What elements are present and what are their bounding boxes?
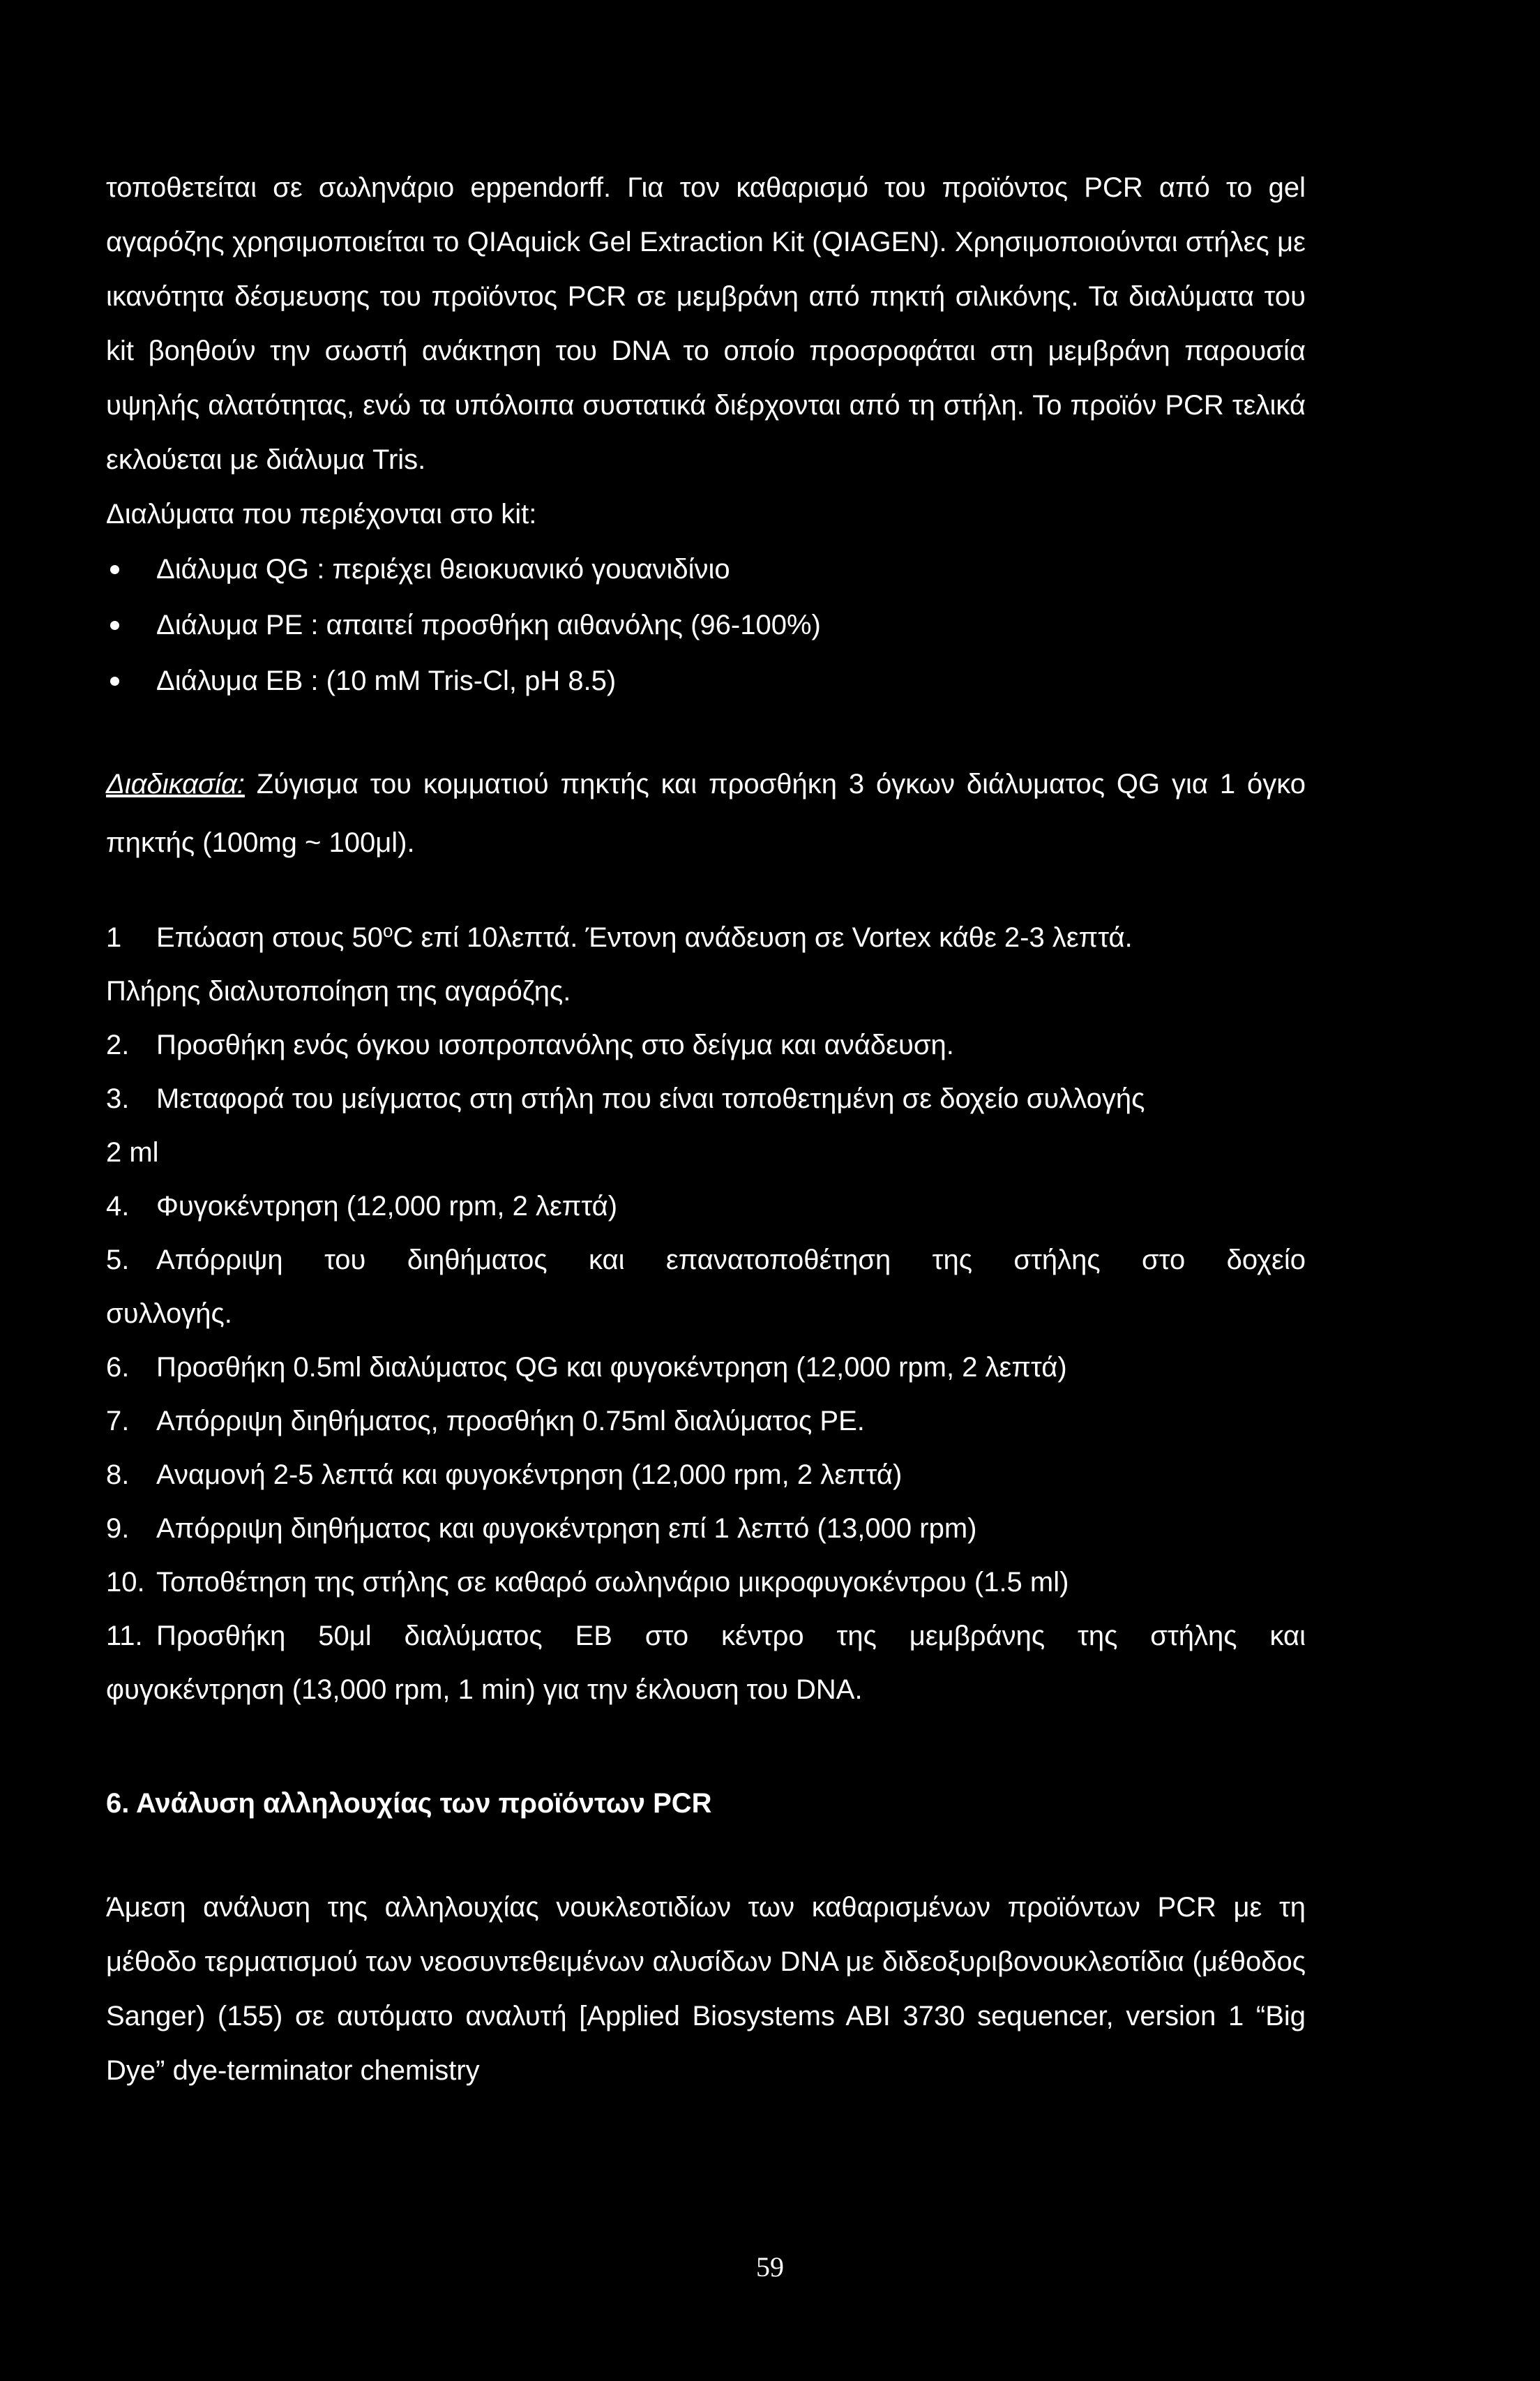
step-text: Φυγοκέντρηση (12,000 rpm, 2 λεπτά)	[156, 1191, 618, 1222]
intro-paragraph: τοποθετείται σε σωληνάριο eppendorff. Για τον καθαρισμό του προϊόντος PCR από το gel αγαρόζης χρησιμοποιείται το QIAquick Gel Extraction Kit (QIAGEN). Χρησιμοποιούνται στήλες με ικανότητα δέσμευσης του προϊόντος PCR σε μεμβράνη από πηκτή σιλικόνης. Τα διαλύματα του kit βοηθούν την σωστή ανάκτηση του DNA το οποίο προσροφάται στη μεμβράνη παρουσία υψηλής αλατότητας, ενώ τα υπόλοιπα συστατικά διέρχονται από τη στήλη. Το προϊόν PCR τελικά εκλούεται με διάλυμα Tris.	[106, 172, 1306, 475]
step-1-continuation: Πλήρης διαλυτοποίηση της αγαρόζης.	[106, 976, 571, 1007]
step-number: 10.	[106, 1567, 145, 1598]
step-text: Απόρριψη διηθήματος και φυγοκέντρηση επί 1 λεπτό (13,000 rpm)	[156, 1513, 977, 1544]
procedure-text: Ζύγισμα του κομματιού πηκτής και προσθήκη 3 όγκων διάλυματος QG για 1 όγκο πηκτής (100mg ~ 100μl).	[106, 769, 1306, 858]
step-1	[106, 911, 1306, 965]
bullet-icon	[110, 565, 119, 574]
step-number: 3.	[106, 1083, 130, 1114]
step-number: 9.	[106, 1513, 130, 1544]
step-number: 7.	[106, 1406, 130, 1436]
step-number: 11.	[106, 1621, 143, 1651]
list-item-text: Διάλυμα QG : περιέχει θειοκυανικό γουανιδίνιο	[156, 554, 730, 585]
step-text: Τοποθέτηση της στήλης σε καθαρό σωληνάριο μικροφυγοκέντρου (1.5 ml)	[156, 1567, 1069, 1598]
step-text: Απόρριψη του διηθήματος και επανατοποθέτηση της στήλης στο δοχείο	[156, 1245, 1306, 1275]
page-content	[106, 160, 1306, 2098]
page-number: 59	[756, 2251, 784, 2283]
step-text: Προσθήκη 0.5ml διαλύματος QG και φυγοκέντρηση (12,000 rpm, 2 λεπτά)	[156, 1352, 1067, 1383]
list-item-text: Διάλυμα PE : απαιτεί προσθήκη αιθανόλης (96-100%)	[156, 610, 821, 640]
final-paragraph: Άμεση ανάλυση της αλληλουχίας νουκλεοτιδίων των καθαρισμένων προϊόντων PCR με τη μέθοδο τερματισμού των νεοσυντεθειμένων αλυσίδων DNA με διδεοξυριβονουκλεοτίδια (μέθοδος Sanger) (155) σε αυτόματο αναλυτή [Applied Biosystems ABI 3730 sequencer, version 1 “Big Dye” dye-terminator chemistry	[106, 1892, 1306, 2086]
procedure-paragraph	[106, 755, 1306, 872]
step-number: 8.	[106, 1459, 130, 1490]
step-7	[106, 1395, 1306, 1448]
step-11	[106, 1609, 1306, 1663]
bullet-icon	[110, 621, 119, 630]
bullet-icon	[110, 677, 119, 686]
list-item	[106, 597, 1306, 653]
step-10	[106, 1556, 1306, 1609]
step-text: Επώαση στους 50	[156, 922, 384, 953]
step-text: Απόρριψη διηθήματος, προσθήκη 0.75ml διαλύματος PE.	[156, 1406, 865, 1436]
kit-solutions-title: Διαλύματα που περιέχονται στο kit:	[106, 499, 537, 529]
step-text-continued: C επί 10λεπτά. Έντονη ανάδευση σε Vortex κάθε 2-3 λεπτά.	[393, 922, 1133, 953]
list-item-text: Διάλυμα EB : (10 mM Tris-Cl, pH 8.5)	[156, 666, 617, 696]
kit-solutions-list	[106, 541, 1306, 709]
step-3-continuation: 2 ml	[106, 1137, 159, 1168]
step-text: Αναμονή 2-5 λεπτά και φυγοκέντρηση (12,000 rpm, 2 λεπτά)	[156, 1459, 903, 1490]
list-item	[106, 541, 1306, 597]
step-4	[106, 1180, 1306, 1233]
step-number: 2.	[106, 1030, 130, 1060]
step-number: 6.	[106, 1352, 130, 1383]
degree-superscript: o	[383, 920, 393, 941]
step-5	[106, 1233, 1306, 1287]
list-item	[106, 653, 1306, 709]
section-heading: 6. Ανάλυση αλληλουχίας των προϊόντων PCR	[106, 1788, 712, 1819]
step-text: Προσθήκη ενός όγκου ισοπροπανόλης στο δείγμα και ανάδευση.	[156, 1030, 954, 1060]
step-3	[106, 1072, 1306, 1126]
step-9	[106, 1502, 1306, 1556]
step-text: Προσθήκη 50μl διαλύματος EB στο κέντρο της μεμβράνης της στήλης και	[156, 1621, 1306, 1651]
step-number: 5.	[106, 1245, 130, 1275]
step-6	[106, 1341, 1306, 1395]
step-number: 4.	[106, 1191, 130, 1222]
step-11-continuation: φυγοκέντρηση (13,000 rpm, 1 min) για την έκλουση του DNA.	[106, 1674, 863, 1705]
step-8	[106, 1448, 1306, 1502]
step-number: 1	[106, 922, 122, 953]
procedure-label: Διαδικασία:	[106, 769, 245, 799]
step-2	[106, 1019, 1306, 1072]
procedure-steps	[106, 911, 1306, 1717]
step-text: Μεταφορά του μείγματος στη στήλη που είναι τοποθετημένη σε δοχείο συλλογής	[156, 1083, 1145, 1114]
step-5-continuation: συλλογής.	[106, 1298, 232, 1329]
